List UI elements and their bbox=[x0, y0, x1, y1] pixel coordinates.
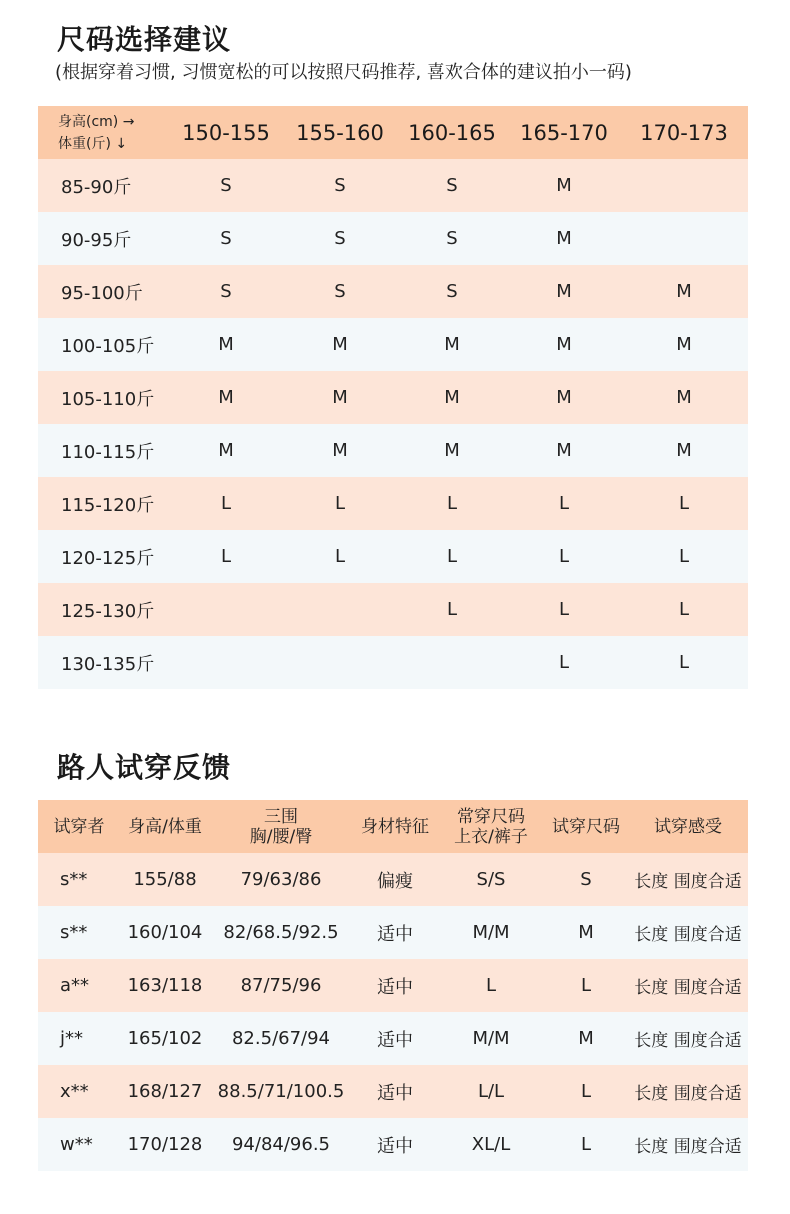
size-row bbox=[38, 477, 748, 530]
header-usual-size-bottom: 上衣/裤子 bbox=[454, 826, 528, 847]
size-row bbox=[38, 530, 748, 583]
size-cell bbox=[396, 636, 508, 689]
header-body-type: 身材特征 bbox=[361, 816, 429, 837]
size-cell bbox=[620, 159, 748, 212]
tester-name: a** bbox=[60, 975, 90, 996]
feedback-row bbox=[38, 906, 748, 959]
corner-height-label: 身高(cm) → bbox=[58, 113, 135, 130]
weight-range: 95-100斤 bbox=[61, 282, 143, 304]
size-cell: S bbox=[220, 175, 232, 196]
size-cell: L bbox=[446, 493, 458, 514]
weight-range: 120-125斤 bbox=[61, 547, 155, 569]
size-cell: S bbox=[446, 281, 458, 302]
size-cell: M bbox=[218, 387, 234, 408]
body-type: 偏瘦 bbox=[377, 870, 413, 892]
size-cell: M bbox=[676, 387, 692, 408]
size-row bbox=[38, 424, 748, 477]
size-cell: L bbox=[446, 599, 458, 620]
usual-size: M/M bbox=[472, 922, 510, 943]
size-cell: M bbox=[218, 440, 234, 461]
weight-range: 85-90斤 bbox=[61, 176, 132, 198]
usual-size: L/L bbox=[477, 1081, 505, 1102]
tried-size: M bbox=[578, 1028, 594, 1049]
size-cell: M bbox=[444, 440, 460, 461]
size-row bbox=[38, 265, 748, 318]
size-cell: M bbox=[556, 228, 572, 249]
tried-size: L bbox=[580, 975, 592, 996]
tester-name: s** bbox=[60, 922, 88, 943]
size-cell: S bbox=[334, 228, 346, 249]
size-cell: M bbox=[556, 334, 572, 355]
header-measurements-top: 三围 bbox=[264, 806, 298, 827]
height-header: 155-160 bbox=[296, 120, 384, 145]
size-cell: S bbox=[220, 228, 232, 249]
measurements: 87/75/96 bbox=[240, 975, 322, 996]
size-cell: M bbox=[332, 387, 348, 408]
size-cell: S bbox=[446, 175, 458, 196]
header-measurements bbox=[210, 800, 352, 853]
feedback-title: 路人试穿反馈 bbox=[57, 751, 232, 784]
size-cell: M bbox=[218, 334, 234, 355]
header-measurements-bottom: 胸/腰/臀 bbox=[249, 826, 313, 847]
feedback-row bbox=[38, 853, 748, 906]
weight-range: 125-130斤 bbox=[61, 600, 155, 622]
weight-range: 90-95斤 bbox=[61, 229, 132, 251]
height-header: 170-173 bbox=[640, 120, 728, 145]
size-cell: L bbox=[678, 493, 690, 514]
size-cell: M bbox=[556, 387, 572, 408]
body-type: 适中 bbox=[377, 923, 413, 945]
weight-range: 110-115斤 bbox=[61, 441, 155, 463]
feeling: 长度 围度合适 bbox=[634, 1031, 742, 1051]
tried-size: L bbox=[580, 1134, 592, 1155]
size-cell: L bbox=[334, 546, 346, 567]
corner-cell bbox=[38, 106, 168, 159]
feeling: 长度 围度合适 bbox=[634, 1084, 742, 1104]
measurements: 82/68.5/92.5 bbox=[223, 922, 339, 943]
weight-range: 115-120斤 bbox=[61, 494, 155, 516]
measurements: 79/63/86 bbox=[240, 869, 322, 890]
size-cell: M bbox=[676, 334, 692, 355]
measurements: 82.5/67/94 bbox=[231, 1028, 330, 1049]
feeling: 长度 围度合适 bbox=[634, 925, 742, 945]
size-row bbox=[38, 371, 748, 424]
usual-size: XL/L bbox=[471, 1134, 511, 1155]
header-usual-size bbox=[438, 800, 544, 853]
weight-range: 105-110斤 bbox=[61, 388, 155, 410]
corner-weight-label: 体重(斤) ↓ bbox=[58, 135, 128, 152]
usual-size: L bbox=[485, 975, 497, 996]
size-cell: M bbox=[676, 440, 692, 461]
height-weight: 165/102 bbox=[127, 1028, 203, 1049]
weight-range: 130-135斤 bbox=[61, 653, 155, 675]
size-guide-title: 尺码选择建议 bbox=[57, 23, 232, 56]
header-tester: 试穿者 bbox=[53, 816, 105, 837]
body-type: 适中 bbox=[377, 1082, 413, 1104]
body-type: 适中 bbox=[377, 976, 413, 998]
size-row bbox=[38, 583, 748, 636]
size-cell: S bbox=[334, 175, 346, 196]
height-header: 150-155 bbox=[182, 120, 270, 145]
feedback-row bbox=[38, 1012, 748, 1065]
feedback-row bbox=[38, 959, 748, 1012]
tried-size: S bbox=[580, 869, 592, 890]
usual-size: S/S bbox=[476, 869, 506, 890]
feedback-table bbox=[38, 800, 748, 1171]
tester-name: x** bbox=[60, 1081, 89, 1102]
height-weight: 155/88 bbox=[133, 869, 197, 890]
size-cell bbox=[284, 636, 396, 689]
tester-name: s** bbox=[60, 869, 88, 890]
tester-name: j** bbox=[60, 1028, 84, 1049]
size-row bbox=[38, 159, 748, 212]
size-cell: M bbox=[556, 440, 572, 461]
size-cell: L bbox=[558, 493, 570, 514]
measurements: 94/84/96.5 bbox=[231, 1134, 330, 1155]
size-cell: L bbox=[558, 652, 570, 673]
feedback-row bbox=[38, 1065, 748, 1118]
height-header: 165-170 bbox=[520, 120, 608, 145]
size-cell: S bbox=[446, 228, 458, 249]
height-weight: 160/104 bbox=[127, 922, 203, 943]
size-cell bbox=[620, 212, 748, 265]
measurements: 88.5/71/100.5 bbox=[217, 1081, 345, 1102]
size-cell: S bbox=[220, 281, 232, 302]
body-type: 适中 bbox=[377, 1135, 413, 1157]
size-guide-subtitle: (根据穿着习惯, 习惯宽松的可以按照尺码推荐, 喜欢合体的建议拍小一码) bbox=[55, 62, 632, 83]
header-usual-size-top: 常穿尺码 bbox=[457, 806, 525, 827]
size-cell: M bbox=[556, 281, 572, 302]
size-cell: L bbox=[334, 493, 346, 514]
height-weight: 168/127 bbox=[127, 1081, 203, 1102]
height-weight: 163/118 bbox=[127, 975, 203, 996]
size-table-header bbox=[38, 106, 748, 159]
height-header: 160-165 bbox=[408, 120, 496, 145]
size-cell: M bbox=[676, 281, 692, 302]
size-row bbox=[38, 318, 748, 371]
size-cell: L bbox=[446, 546, 458, 567]
size-cell: L bbox=[558, 599, 570, 620]
size-cell: L bbox=[678, 652, 690, 673]
weight-range: 100-105斤 bbox=[61, 335, 155, 357]
size-cell: L bbox=[678, 546, 690, 567]
tried-size: M bbox=[578, 922, 594, 943]
tried-size: L bbox=[580, 1081, 592, 1102]
size-cell: L bbox=[220, 546, 232, 567]
size-cell: L bbox=[678, 599, 690, 620]
size-cell: M bbox=[332, 334, 348, 355]
size-cell: L bbox=[558, 546, 570, 567]
size-cell: L bbox=[220, 493, 232, 514]
tester-name: w** bbox=[60, 1134, 93, 1155]
height-weight: 170/128 bbox=[127, 1134, 203, 1155]
size-row bbox=[38, 636, 748, 689]
size-cell bbox=[168, 583, 284, 636]
feeling: 长度 围度合适 bbox=[634, 978, 742, 998]
size-cell bbox=[284, 583, 396, 636]
size-cell: M bbox=[332, 440, 348, 461]
size-cell: S bbox=[334, 281, 346, 302]
size-cell: M bbox=[444, 387, 460, 408]
feedback-table-header bbox=[38, 800, 748, 853]
usual-size: M/M bbox=[472, 1028, 510, 1049]
feeling: 长度 围度合适 bbox=[634, 872, 742, 892]
size-cell: M bbox=[444, 334, 460, 355]
feedback-row bbox=[38, 1118, 748, 1171]
size-cell: M bbox=[556, 175, 572, 196]
header-feeling: 试穿感受 bbox=[654, 816, 722, 837]
size-table bbox=[38, 106, 748, 689]
header-tried-size: 试穿尺码 bbox=[552, 816, 620, 837]
size-cell bbox=[168, 636, 284, 689]
body-type: 适中 bbox=[377, 1029, 413, 1051]
header-height-weight: 身高/体重 bbox=[128, 816, 202, 837]
feeling: 长度 围度合适 bbox=[634, 1137, 742, 1157]
size-row bbox=[38, 212, 748, 265]
